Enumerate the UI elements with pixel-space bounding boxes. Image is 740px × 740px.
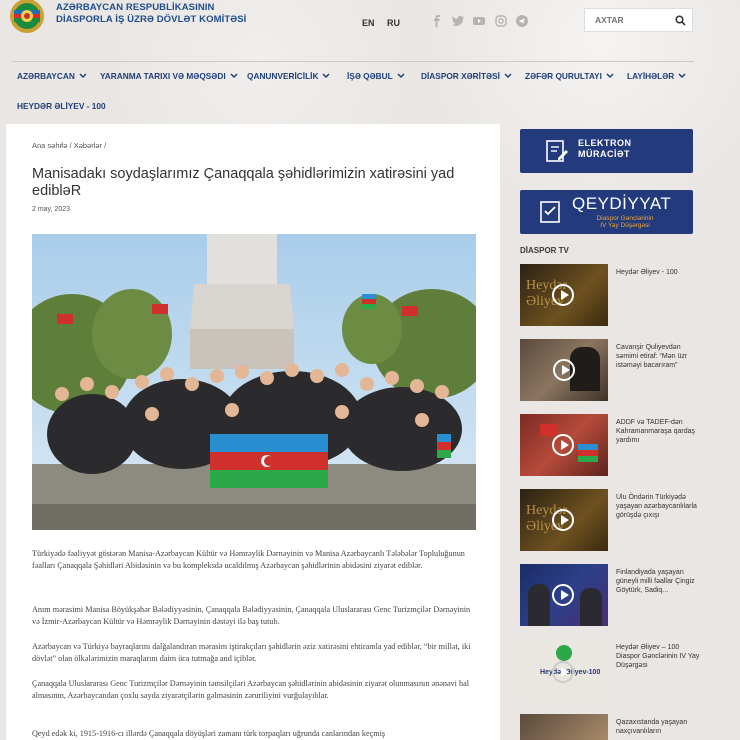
video-caption[interactable]: Cavanşir Quliyevdən səmimi etiraf: “Mən üzr istəməyi bacarıram”	[616, 344, 688, 369]
nav-label: İŞƏ QƏBUL	[347, 71, 393, 81]
banner-title: QEYDİYYAT	[572, 194, 672, 213]
chevron-down-icon	[397, 73, 405, 79]
article-paragraph: Azərbaycan və Türkiyə bayraqlarını dalğalandıran mərasim iştirakçıları şəhidlərin əziz xatirəsini ehtiramla yad ediblər, “bir millət, iki dövlət” olan ölkələrimizin maraqlarını daim üca tutmağa and içiblər.	[32, 642, 471, 663]
nav-label: QANUNVERİCİLİK	[247, 71, 319, 81]
video-thumbnail[interactable]	[520, 264, 608, 326]
instagram-icon[interactable]	[494, 14, 508, 28]
nav-item-diaspora-map[interactable]	[421, 71, 512, 81]
state-emblem-logo[interactable]	[7, 0, 47, 36]
article-paragraph: Anım mərasimi Manisa Böyükşəhər Bələdiyyəsinin, Çanaqqala Bələdiyyəsinin, Çanaqqala Uluslararası Genc Turizmçilər Dərnəyinin və İzmir-Azərbaycan Kültür və Həmrəylik Dərnəyinin dəstəyi ilə baş tutub.	[32, 605, 471, 626]
article-photo[interactable]	[32, 234, 476, 530]
video-caption[interactable]: Finlandiyada yaşayan güneyli milli fəallar Çingiz Göytürk, Sadiq...	[616, 569, 695, 594]
nav-label: YARANMA TARIXI VƏ MƏQSƏDI	[100, 71, 226, 81]
chevron-down-icon	[322, 73, 330, 79]
thumb-text: Heydər Əliyev	[526, 503, 568, 534]
twitter-icon[interactable]	[451, 14, 465, 28]
video-caption[interactable]: Heydər Əliyev - 100	[616, 269, 678, 276]
play-icon[interactable]	[552, 661, 574, 683]
article-date: 2 may, 2023	[32, 206, 71, 213]
article-paragraph: Qeyd edək ki, 1915-1916-cı illərdə Çanaqqala döyüşləri zamanı türk torpaqları uğrunda canlarından keçmiş	[32, 729, 386, 738]
video-thumbnail[interactable]	[520, 414, 608, 476]
chevron-down-icon	[606, 73, 614, 79]
chevron-down-icon	[504, 73, 512, 79]
telegram-icon[interactable]	[515, 14, 529, 28]
article-title: Manisadakı soydaşlarımız Çanaqqala şəhidlərimizin xatirəsini yad edibləR	[32, 166, 455, 199]
electronic-appeal-banner[interactable]	[520, 129, 693, 173]
document-edit-icon	[544, 138, 570, 164]
article-card	[6, 124, 500, 740]
youtube-icon[interactable]	[472, 14, 486, 28]
header-divider	[12, 61, 694, 62]
banner-line: MÜRACİƏT	[578, 149, 631, 159]
video-thumbnail[interactable]	[520, 639, 608, 701]
nav-label: HEYDƏR ƏLİYEV - 100	[17, 101, 106, 111]
organization-title[interactable]	[56, 2, 246, 26]
nav-label: DİASPOR XƏRİTƏSİ	[421, 71, 500, 81]
lang-ru-link[interactable]: RU	[387, 18, 400, 28]
video-caption[interactable]: Heydər Əliyev – 100 Diaspor Gənclərinin IV Yay Düşərgəsi	[616, 644, 700, 669]
video-thumbnail[interactable]	[520, 489, 608, 551]
search-box[interactable]	[584, 8, 693, 32]
chevron-down-icon	[230, 73, 238, 79]
video-thumbnail[interactable]	[520, 564, 608, 626]
banner-title	[578, 138, 632, 160]
diaspora-tv-heading: DİASPOR TV	[520, 246, 569, 255]
nav-item-azerbaycan[interactable]	[17, 71, 87, 81]
nav-item-heydar-aliyev-100[interactable]	[17, 101, 106, 111]
search-icon[interactable]	[675, 15, 686, 26]
play-icon[interactable]	[553, 359, 575, 381]
article-paragraph: Türkiyədə fəaliyyət göstərən Manisa-Azərbaycan Kültür və Həmrəylik Dərnəyinin və Manisa Azərbaycanlı Tələbələr Topluluğunun fəalları Çanaqqala Şəhidləri Abidəsinin və bu kompleksdə ucaldılmış Azərbaycan şəhidlərinin abidəsini ziyarət ediblər.	[32, 549, 465, 570]
chevron-down-icon	[678, 73, 686, 79]
video-caption[interactable]: ADDF və TADEF-dən Kahramanmaraşa qardaş yardımı	[616, 419, 695, 444]
article-paragraph: Çanaqqala Uluslararası Genc Turizmçilər Dərnəyinin təmsilçiləri Azərbaycan şəhidlərinin abidəsinin ziyarət olunmasının ənənəvi hal almasının, Azərbaycandan çoxlu sayda ziyarətçilərin gəlməsinin zəruriliyini vurğulayıblar.	[32, 679, 469, 700]
nav-item-projects[interactable]	[627, 71, 686, 81]
video-thumbnail[interactable]	[520, 714, 608, 740]
play-icon[interactable]	[552, 284, 574, 306]
play-icon[interactable]	[552, 584, 574, 606]
thumb-text: Heydər Əliyev	[526, 278, 568, 309]
lang-en-link[interactable]: EN	[362, 18, 375, 28]
nav-item-history[interactable]	[100, 71, 238, 81]
nav-item-careers[interactable]	[347, 71, 405, 81]
play-icon[interactable]	[552, 509, 574, 531]
facebook-icon[interactable]	[430, 14, 444, 28]
thumb-text: Heydər Əliyev-100	[540, 669, 601, 676]
video-caption[interactable]: Ulu Öndərin Türkiyədə yaşayan azərbaycanlılarla görüşdə çıxışı	[616, 494, 697, 519]
org-title-line1: AZƏRBAYCAN RESPUBLİKASININ	[56, 2, 215, 13]
nav-item-victory-congress[interactable]	[525, 71, 614, 81]
nav-label: ZƏFƏR QURULTAYI	[525, 71, 602, 81]
breadcrumb[interactable]: Ana səhifə / Xəbərlər /	[32, 141, 107, 150]
banner-subtitle	[580, 215, 670, 229]
nav-label: LAYİHƏLƏR	[627, 71, 675, 81]
nav-item-legislation[interactable]	[247, 71, 330, 81]
video-thumbnail[interactable]	[520, 339, 608, 401]
org-title-line2: DİASPORLA İŞ ÜZRƏ DÖVLƏT KOMİTƏSİ	[56, 14, 247, 25]
banner-sub-line: Diaspor Gənclərinin	[596, 215, 654, 222]
checklist-icon	[538, 199, 564, 225]
search-input[interactable]	[593, 14, 677, 26]
banner-sub-line: IV Yay Düşərgəsi	[600, 222, 650, 229]
chevron-down-icon	[79, 73, 87, 79]
registration-banner[interactable]	[520, 190, 693, 234]
nav-label: AZƏRBAYCAN	[17, 71, 75, 81]
banner-line: ELEKTRON	[578, 138, 632, 148]
play-icon[interactable]	[552, 434, 574, 456]
video-caption[interactable]: Qazaxıstanda yaşayan naxçıvanlıların	[616, 719, 688, 735]
